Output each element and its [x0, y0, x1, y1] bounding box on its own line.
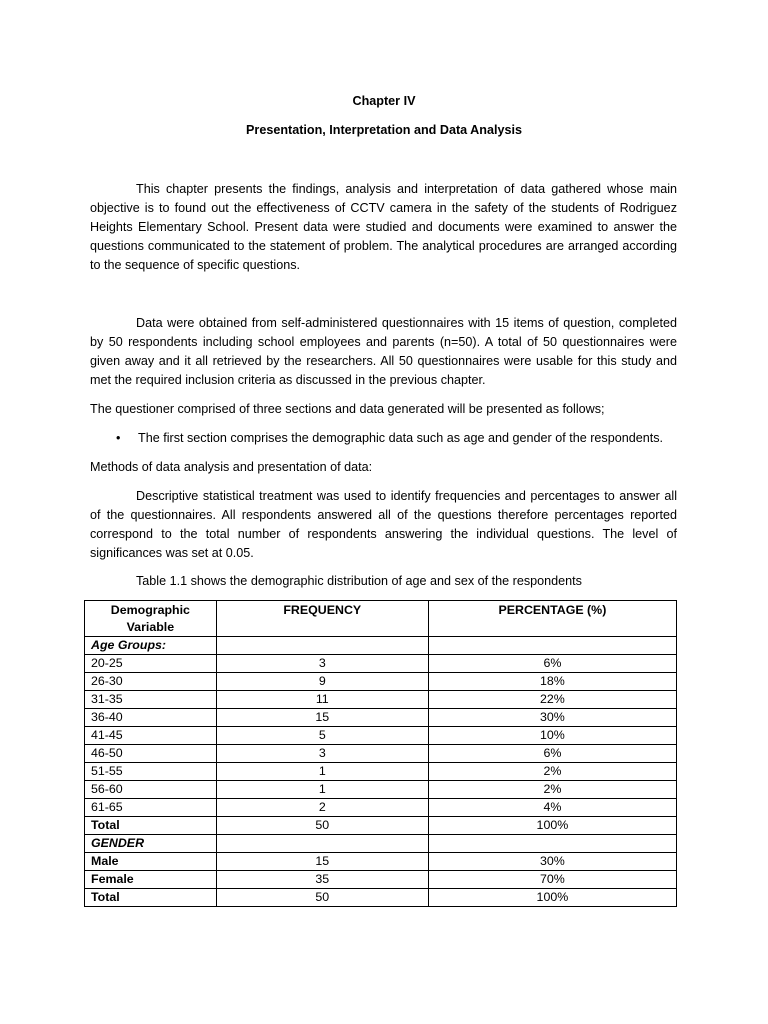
header-demographic-variable: Demographic Variable: [85, 601, 217, 637]
header-frequency: FREQUENCY: [216, 601, 428, 637]
row-label: 20-25: [85, 655, 217, 673]
row-label: 41-45: [85, 727, 217, 745]
bullet-text: The first section comprises the demographic data such as age and gender of the respondents.: [138, 431, 664, 445]
row-label: 46-50: [85, 745, 217, 763]
row-label: 51-55: [85, 763, 217, 781]
table-header-row: [85, 601, 677, 637]
row-frequency: 3: [216, 655, 428, 673]
table-row: [85, 709, 677, 727]
row-frequency: 9: [216, 673, 428, 691]
table-row: [85, 799, 677, 817]
gender-row: [85, 835, 677, 853]
gender-rows: [85, 853, 677, 889]
row-label: 36-40: [85, 709, 217, 727]
table-row: [85, 727, 677, 745]
row-label: 61-65: [85, 799, 217, 817]
row-label: 56-60: [85, 781, 217, 799]
row-percentage: 30%: [428, 853, 676, 871]
bullet-item: [116, 429, 676, 448]
sections-paragraph: The questioner comprised of three sections and data generated will be presented as follows;: [90, 402, 605, 416]
row-label: 31-35: [85, 691, 217, 709]
row-percentage: 2%: [428, 763, 676, 781]
gender-total-pct: 100%: [428, 889, 676, 907]
row-frequency: 11: [216, 691, 428, 709]
table-row: [85, 781, 677, 799]
table-row: [85, 655, 677, 673]
gender-label: GENDER: [85, 835, 217, 853]
age-total-freq: 50: [216, 817, 428, 835]
age-rows: [85, 655, 677, 817]
data-source-paragraph: Data were obtained from self-administered questionnaires with 15 items of question, completed by 50 respondents including school employees and parents (n=50). A total of 50 questionnaires were given away and it all retrieved by the researchers. All 50 questionnaires were usable for this study and met the required inclusion criteria as discussed in the previous chapter.: [90, 316, 677, 387]
row-percentage: 6%: [428, 655, 676, 673]
row-percentage: 4%: [428, 799, 676, 817]
table-row: [85, 871, 677, 889]
gender-total-label: Total: [85, 889, 217, 907]
row-percentage: 2%: [428, 781, 676, 799]
row-frequency: 2: [216, 799, 428, 817]
gender-total-row: [85, 889, 677, 907]
chapter-title: Chapter IV: [352, 94, 416, 108]
gender-total-freq: 50: [216, 889, 428, 907]
row-label: 26-30: [85, 673, 217, 691]
row-frequency: 35: [216, 871, 428, 889]
age-total-pct: 100%: [428, 817, 676, 835]
demographic-table: [84, 600, 677, 907]
intro-paragraph: This chapter presents the findings, analysis and interpretation of data gathered whose main objective is to found out the effectiveness of CCTV camera in the safety of the students of Rodriguez Heights Elementary School. Present data were studied and documents were examined to answer the questions communicated to the statement of problem. The analytical procedures are arranged according to the sequence of specific questions.: [90, 182, 677, 272]
row-frequency: 3: [216, 745, 428, 763]
row-percentage: 30%: [428, 709, 676, 727]
age-total-label: Total: [85, 817, 217, 835]
table-row: [85, 853, 677, 871]
table-row: [85, 691, 677, 709]
methods-paragraph: Descriptive statistical treatment was used to identify frequencies and percentages to answer all of the questionnaires. All respondents answered all of the questions therefore percentages reported correspond to the total number of respondents answering the individual questions. The level of significances was set at 0.05.: [90, 489, 677, 560]
row-frequency: 1: [216, 763, 428, 781]
age-groups-label: Age Groups:: [85, 637, 217, 655]
row-frequency: 15: [216, 853, 428, 871]
row-percentage: 18%: [428, 673, 676, 691]
chapter-subtitle: Presentation, Interpretation and Data Analysis: [246, 123, 522, 137]
age-groups-row: [85, 637, 677, 655]
row-frequency: 15: [216, 709, 428, 727]
table-caption: Table 1.1 shows the demographic distribution of age and sex of the respondents: [136, 574, 582, 588]
header-percentage: PERCENTAGE (%): [428, 601, 676, 637]
table-row: [85, 745, 677, 763]
row-percentage: 10%: [428, 727, 676, 745]
age-total-row: [85, 817, 677, 835]
table-row: [85, 763, 677, 781]
row-label: Male: [85, 853, 217, 871]
row-percentage: 70%: [428, 871, 676, 889]
row-frequency: 1: [216, 781, 428, 799]
row-label: Female: [85, 871, 217, 889]
table-row: [85, 673, 677, 691]
row-percentage: 22%: [428, 691, 676, 709]
row-frequency: 5: [216, 727, 428, 745]
row-percentage: 6%: [428, 745, 676, 763]
bullet-icon: •: [116, 431, 121, 445]
methods-heading: Methods of data analysis and presentation of data:: [90, 460, 373, 474]
